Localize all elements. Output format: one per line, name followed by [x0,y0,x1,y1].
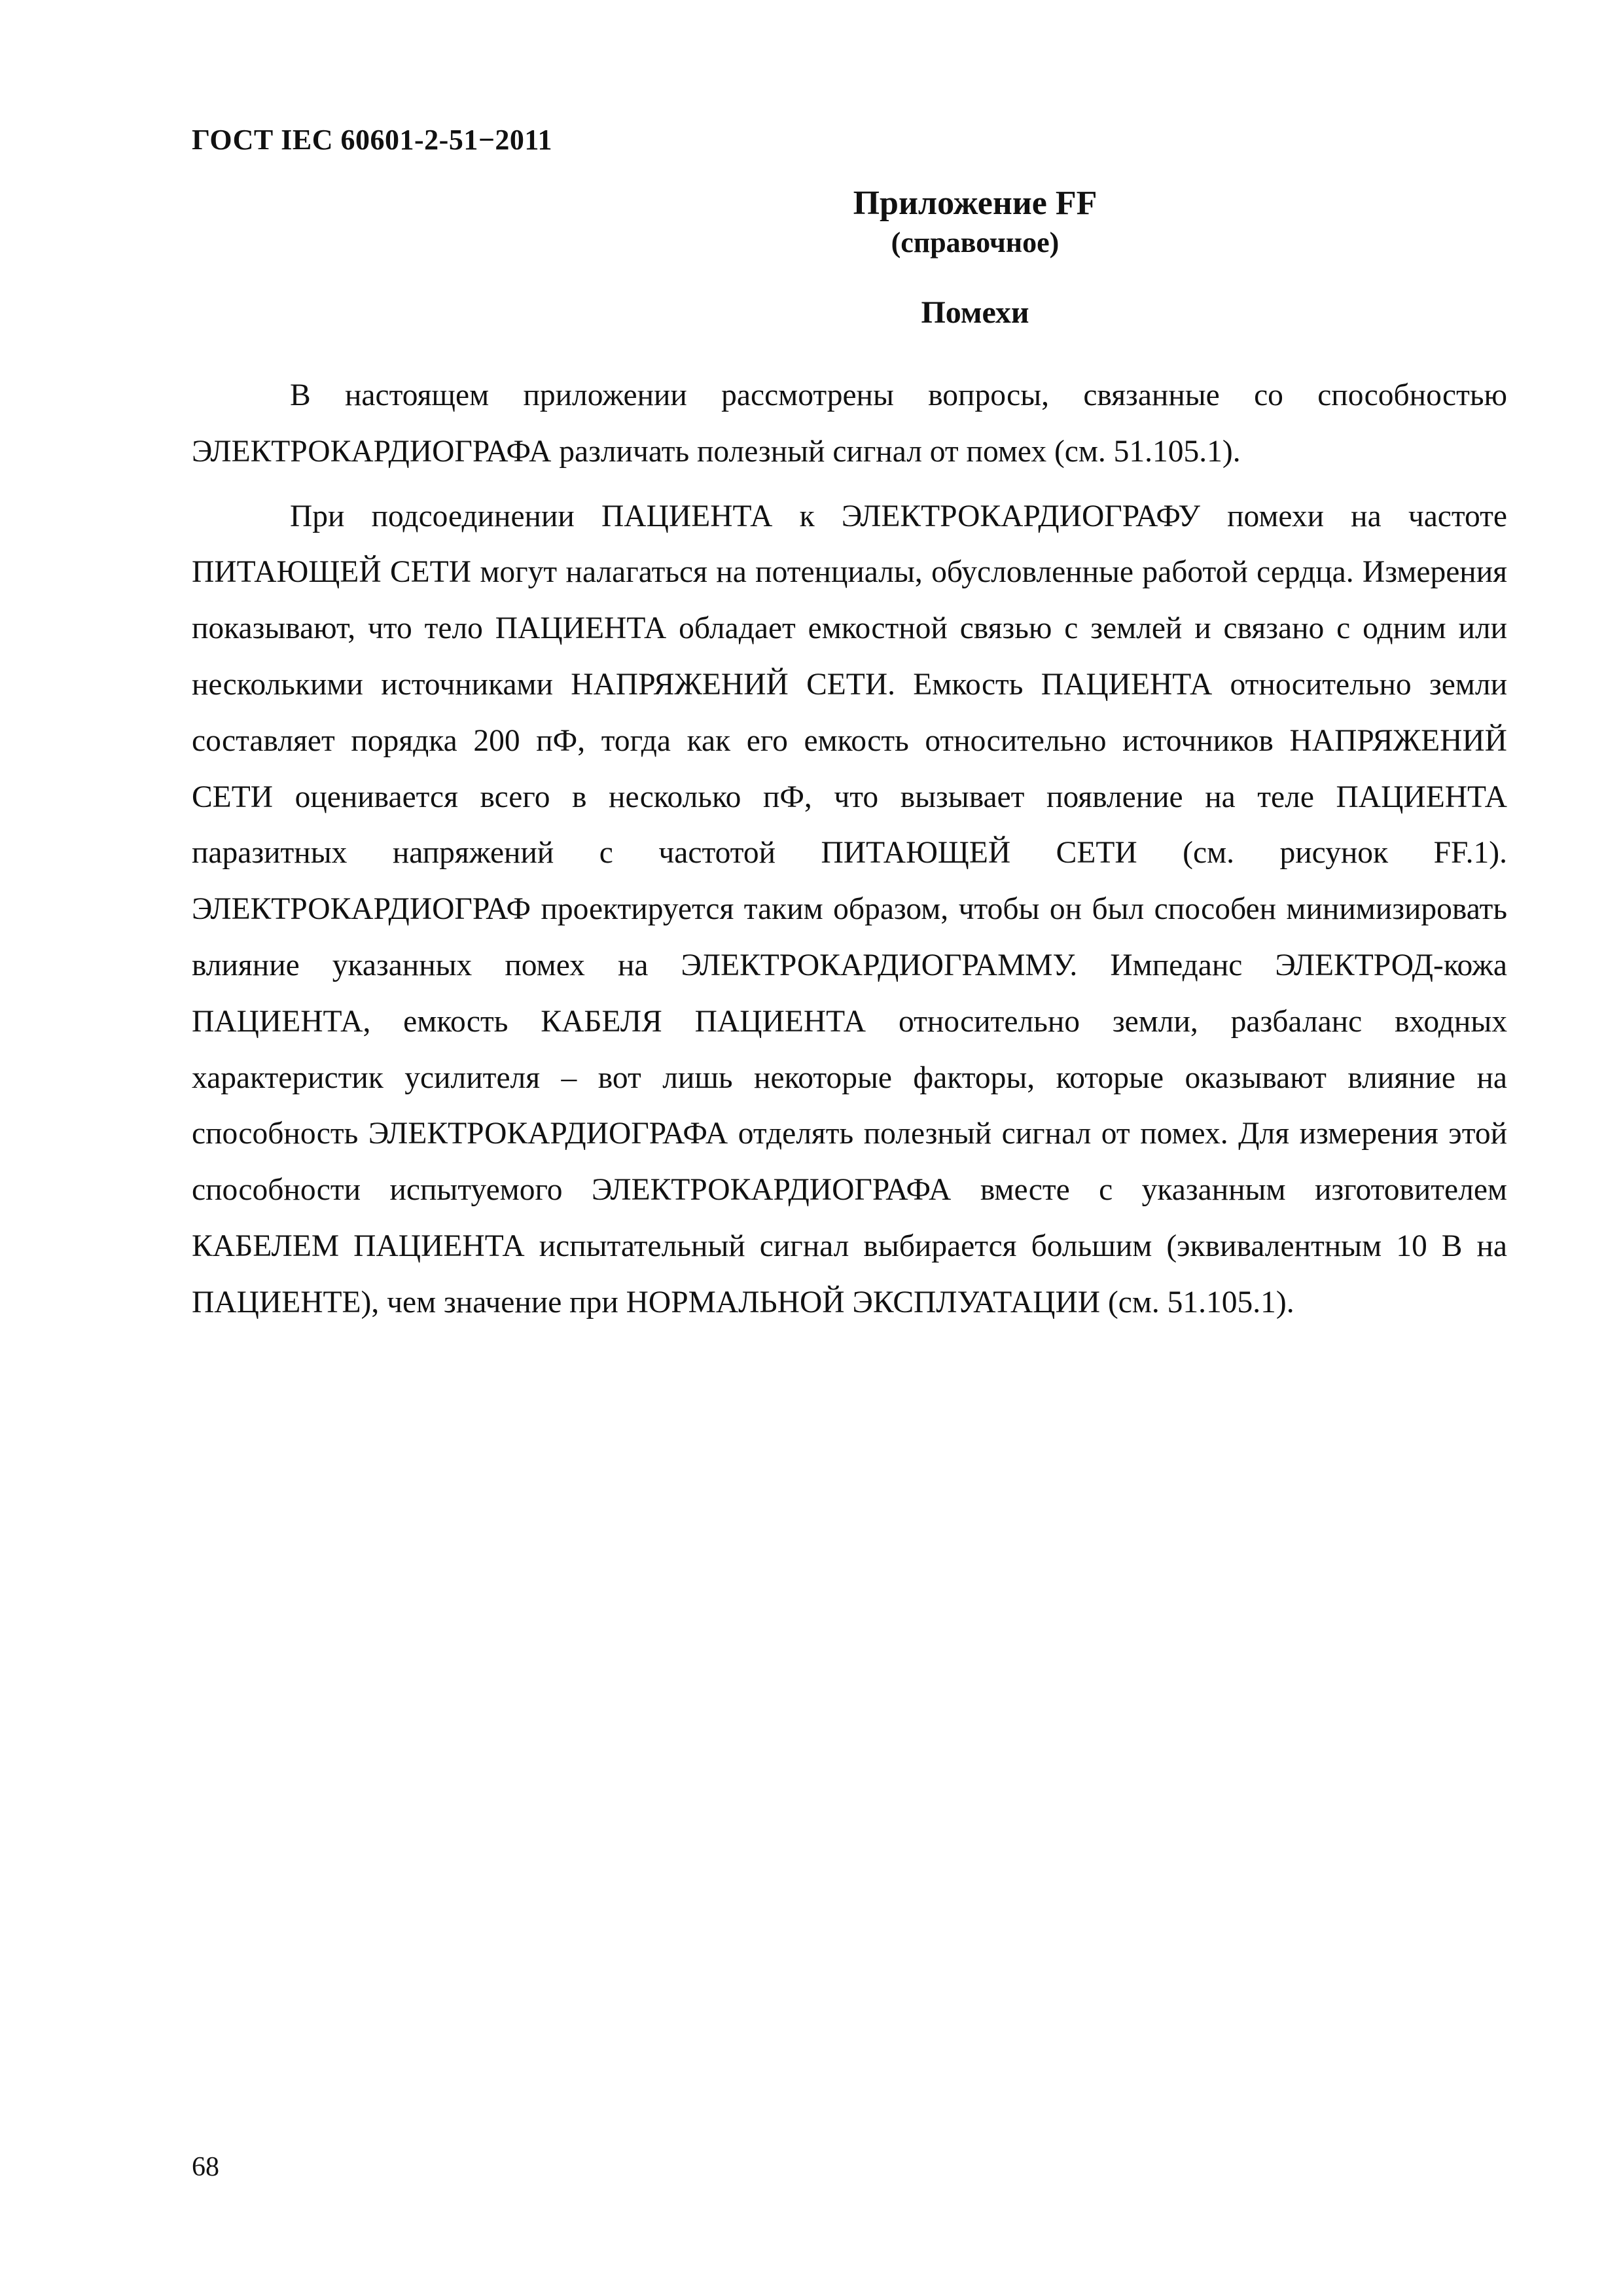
annex-subtitle: (справочное) [891,226,1060,259]
section-title: Помехи [921,295,1029,330]
paragraph-intro: В настоящем приложении рассмотрены вопросы, связанные со способностью ЭЛЕКТРОКАРДИОГРАФА различать полезный сигнал от помех (см. 51.105.1). [192,378,1507,469]
annex-title: Приложение FF [853,185,1097,222]
page-number: 68 [192,2152,219,2182]
document-code: ГОСТ IEC 60601-2-51−2011 [192,124,552,156]
body-text [192,368,1507,1340]
paragraph-interference: При подсоединении ПАЦИЕНТА к ЭЛЕКТРОКАРДИОГРАФУ помехи на частоте ПИТАЮЩЕЙ СЕТИ могут налагаться на потенциалы, обусловленные работой сердца. Измерения показывают, что тело ПАЦИЕНТА обладает емкостной связью с землей и связано с одним или несколькими источниками НАПРЯЖЕНИЙ СЕТИ. Емкость ПАЦИЕНТА относительно земли составляет порядка 200 пФ, тогда как его емкость относительно источников НАПРЯЖЕНИЙ СЕТИ оценивается всего в несколько пФ, что вызывает появление на теле ПАЦИЕНТА паразитных напряжений с частотой ПИТАЮЩЕЙ СЕТИ (см. рисунок FF.1). ЭЛЕКТРОКАРДИОГРАФ проектируется таким образом, чтобы он был способен минимизировать влияние указанных помех на ЭЛЕКТРОКАРДИОГРАММУ. Импеданс ЭЛЕКТРОД-кожа ПАЦИЕНТА, емкость КАБЕЛЯ ПАЦИЕНТА относительно земли, разбаланс входных характеристик усилителя – вот лишь некоторые факторы, которые оказывают влияние на способность ЭЛЕКТРОКАРДИОГРАФА отделять полезный сигнал от помех. Для измерения этой способности испытуемого ЭЛЕКТРОКАРДИОГРАФА вместе с указанным изготовителем КАБЕЛЕМ ПАЦИЕНТА испытательный сигнал выбирается большим (эквивалентным 10 В на ПАЦИЕНТЕ), чем значение при НОРМАЛЬНОЙ ЭКСПЛУАТАЦИИ (см. 51.105.1). [192,499,1507,1319]
